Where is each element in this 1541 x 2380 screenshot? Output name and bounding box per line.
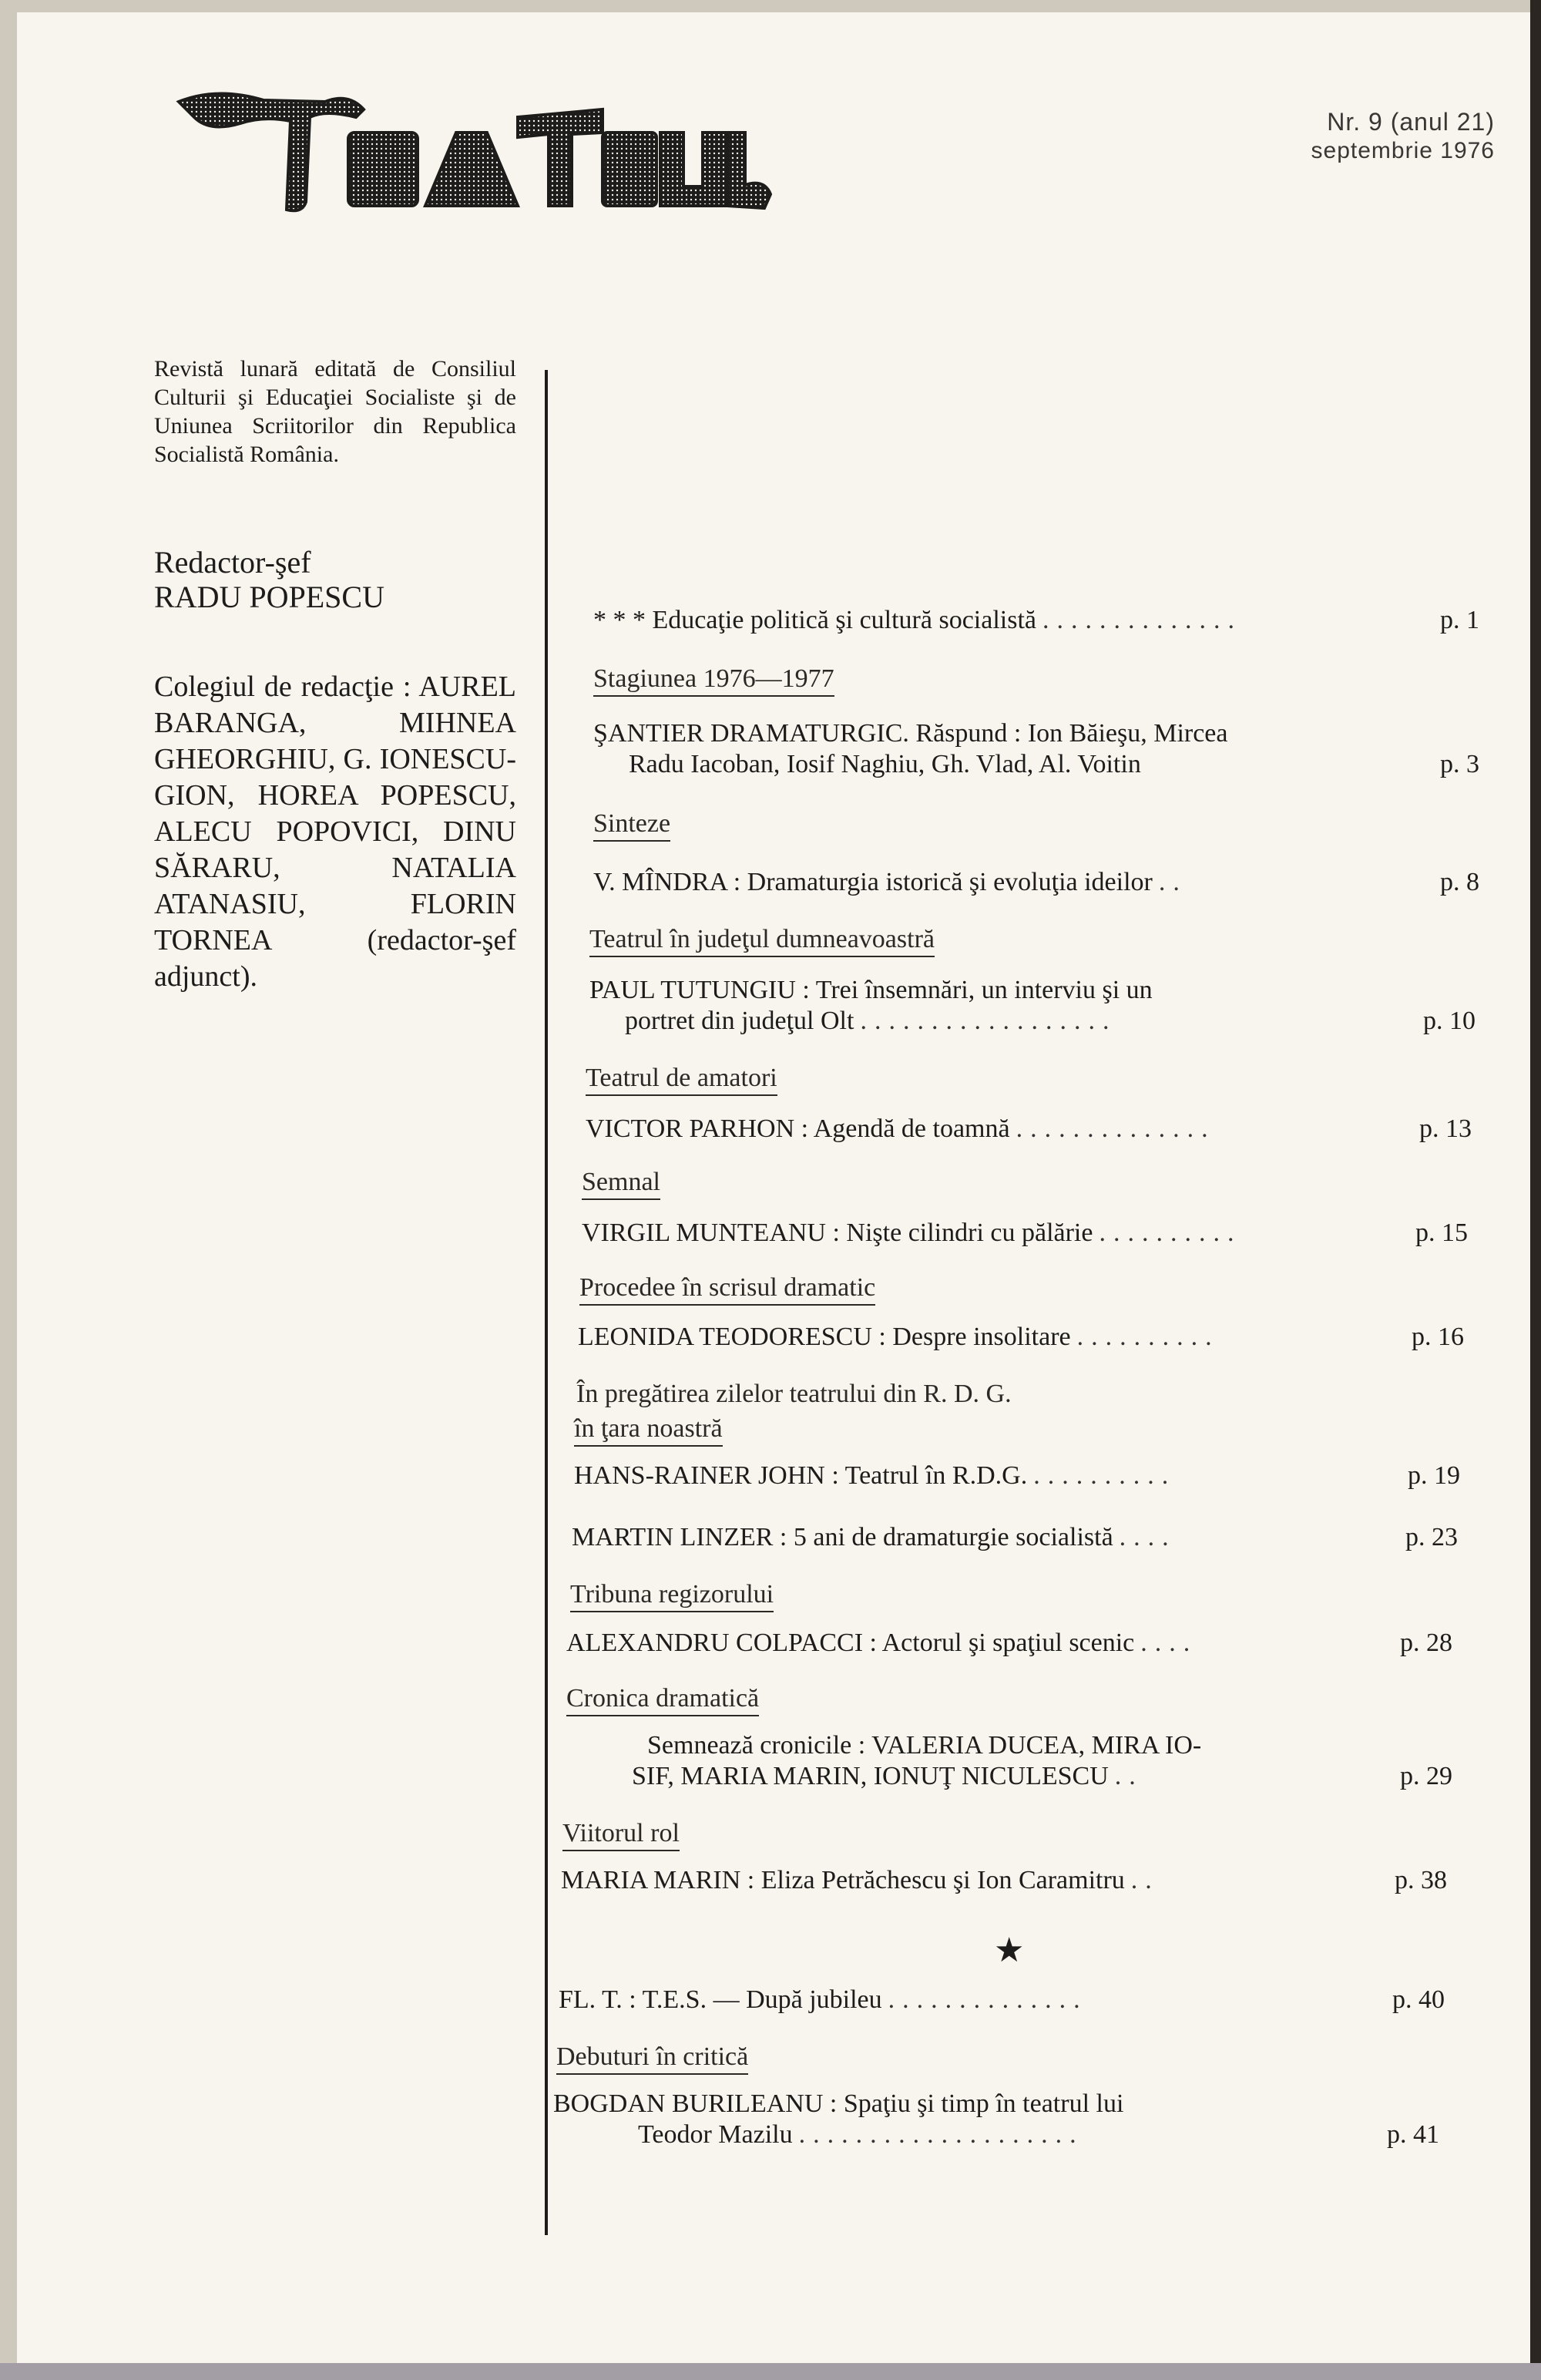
leader-dots: .. [1158, 868, 1187, 896]
toc-page-number: p. 19 [1408, 1461, 1460, 1490]
toc-entry-text: MARIA MARIN : Eliza Petrăchescu şi Ion Caramitru [561, 1866, 1125, 1894]
toc-entry-text: * * * Educaţie politică şi cultură socialistă [593, 606, 1036, 634]
toc-entry[interactable] [582, 1218, 1468, 1249]
toc-section-heading: Semnal [582, 1168, 660, 1200]
scan-edge-left [0, 0, 17, 2380]
toc-entry-text: HANS-RAINER JOHN : Teatrul în R.D.G. [574, 1461, 1028, 1490]
toc-entry[interactable] [566, 1628, 1452, 1659]
leader-dots: .............. [888, 1985, 1088, 2014]
toc-entry-text: VIRGIL MUNTEANU : Nişte cilindri cu pălărie [582, 1219, 1093, 1247]
logo-wordmark [171, 86, 772, 217]
toc-page-number: p. 13 [1419, 1114, 1472, 1143]
column-divider [545, 370, 548, 2235]
toc-entry[interactable] [593, 718, 1479, 780]
toc-entry[interactable] [559, 1985, 1445, 2015]
toc-entry-text: Semnează cronicile : VALERIA DUCEA, MIRA IO- [647, 1731, 1202, 1760]
toc-entry-text-cont: Radu Iacoban, Iosif Naghiu, Gh. Vlad, Al. Voitin [629, 750, 1141, 778]
issue-date: septembrie 1976 [1311, 138, 1495, 163]
toc-entry[interactable] [593, 867, 1479, 898]
toc-section-heading: În pregătirea zilelor teatrului din R. D. G. [576, 1380, 1012, 1408]
toc-entry-text: BOGDAN BURILEANU : Spaţiu şi timp în teatrul lui [553, 2089, 1124, 2118]
toc-entry-text: LEONIDA TEODORESCU : Despre insolitare [578, 1323, 1071, 1351]
toc-page-number: p. 16 [1412, 1323, 1464, 1351]
issue-info [1202, 108, 1495, 164]
leader-dots: .................. [860, 1007, 1117, 1035]
leader-dots: .......... [1076, 1323, 1220, 1351]
toc-page-number: p. 40 [1392, 1985, 1445, 2014]
editor-name: RADU POPESCU [154, 580, 384, 614]
toc-section-heading: Cronica dramatică [566, 1684, 759, 1716]
leader-dots: .. [1130, 1866, 1160, 1894]
editor-label: Redactor-şef [154, 545, 311, 580]
toc-section-heading: Tribuna regizorului [570, 1580, 774, 1612]
toc-page-number: p. 10 [1423, 1007, 1476, 1035]
scan-edge-bottom [0, 2363, 1541, 2380]
toc-entry[interactable] [574, 1461, 1460, 1491]
left-column [154, 355, 516, 995]
toc-page-number: p. 15 [1415, 1219, 1468, 1247]
board-label: Colegiul de redacţie : [154, 671, 411, 703]
toc-entry[interactable] [589, 975, 1476, 1037]
toc-entry-text: MARTIN LINZER : 5 ani de dramaturgie socialistă [572, 1523, 1113, 1551]
toc-section-heading: Viitorul rol [562, 1819, 680, 1851]
toc-entry-text-cont: Teodor Mazilu [638, 2120, 793, 2149]
leader-dots: .............. [1016, 1114, 1216, 1143]
toc-page-number: p. 23 [1405, 1523, 1458, 1551]
toc-entry[interactable] [578, 1322, 1464, 1353]
toc-entry[interactable] [561, 1865, 1447, 1896]
toc-section-heading: Stagiunea 1976—1977 [593, 664, 834, 697]
toc-section-heading: Sinteze [593, 809, 670, 842]
scan-edge-right [1530, 0, 1541, 2380]
toc-page-number: p. 8 [1440, 868, 1479, 896]
toc-page-number: p. 29 [1400, 1762, 1452, 1790]
editorial-board [154, 669, 516, 995]
toc-entry-text-cont: portret din judeţul Olt [625, 1007, 854, 1035]
toc-entry-text: ŞANTIER DRAMATURGIC. Răspund : Ion Băieşu, Mircea [593, 719, 1228, 748]
toc-entry-text: V. MÎNDRA : Dramaturgia istorică şi evoluţia ideilor [593, 868, 1153, 896]
toc-page-number: p. 38 [1395, 1866, 1447, 1894]
masthead-logo [171, 86, 772, 217]
toc-entry[interactable] [593, 605, 1479, 636]
toc-entry[interactable] [572, 1522, 1458, 1553]
toc-page-number: p. 28 [1400, 1629, 1452, 1657]
toc-entry[interactable] [586, 1114, 1472, 1145]
toc-entry-text-cont: SIF, MARIA MARIN, IONUŢ NICULESCU [632, 1762, 1109, 1790]
leader-dots: .... [1119, 1523, 1177, 1551]
toc-entry-text: ALEXANDRU COLPACCI : Actorul şi spaţiul scenic [566, 1629, 1135, 1657]
board-members: AUREL BARANGA, MIHNEA GHEORGHIU, G. IONESCU-GION, HOREA POPESCU, ALECU POPOVICI, DINU SĂRARU, NATALIA ATANASIU, FLORIN TORNEA (redactor-şef adjunct). [154, 671, 517, 993]
leader-dots: .. [1114, 1762, 1143, 1790]
toc-section-heading-cont: în ţara noastră [574, 1414, 723, 1447]
leader-dots: .......... [1033, 1461, 1177, 1490]
publisher-note: Revistă lunară editată de Consiliul Culturii şi Educaţiei Socialiste şi de Uniunea Scriitorilor din Republica Socialistă România. [154, 356, 516, 467]
toc-page-number: p. 1 [1440, 606, 1479, 634]
leader-dots: .... [1140, 1629, 1198, 1657]
toc-entry-text: PAUL TUTUNGIU : Trei însemnări, un interviu şi un [589, 976, 1153, 1004]
toc-entry-text: VICTOR PARHON : Agendă de toamnă [586, 1114, 1010, 1143]
scan-edge-top [0, 0, 1541, 12]
toc-entry[interactable] [570, 1730, 1452, 1792]
toc-entry-text: FL. T. : T.E.S. — După jubileu [559, 1985, 882, 2014]
toc-entry[interactable] [553, 2089, 1439, 2150]
leader-dots: .................... [798, 2120, 1084, 2149]
issue-number: Nr. 9 (anul 21) [1327, 108, 1495, 136]
toc-section-heading: Teatrul de amatori [586, 1064, 777, 1096]
leader-dots: .......... [1099, 1219, 1242, 1247]
toc-page-number: p. 3 [1440, 750, 1479, 778]
toc-section-heading: Teatrul în judeţul dumneavoastră [589, 925, 935, 957]
toc-section-heading: Procedee în scrisul dramatic [579, 1273, 875, 1306]
toc-section-heading: Debuturi în critică [556, 2042, 748, 2075]
toc-page-number: p. 41 [1387, 2120, 1439, 2149]
star-icon: ★ [994, 1931, 1025, 1969]
leader-dots: .............. [1042, 606, 1242, 634]
